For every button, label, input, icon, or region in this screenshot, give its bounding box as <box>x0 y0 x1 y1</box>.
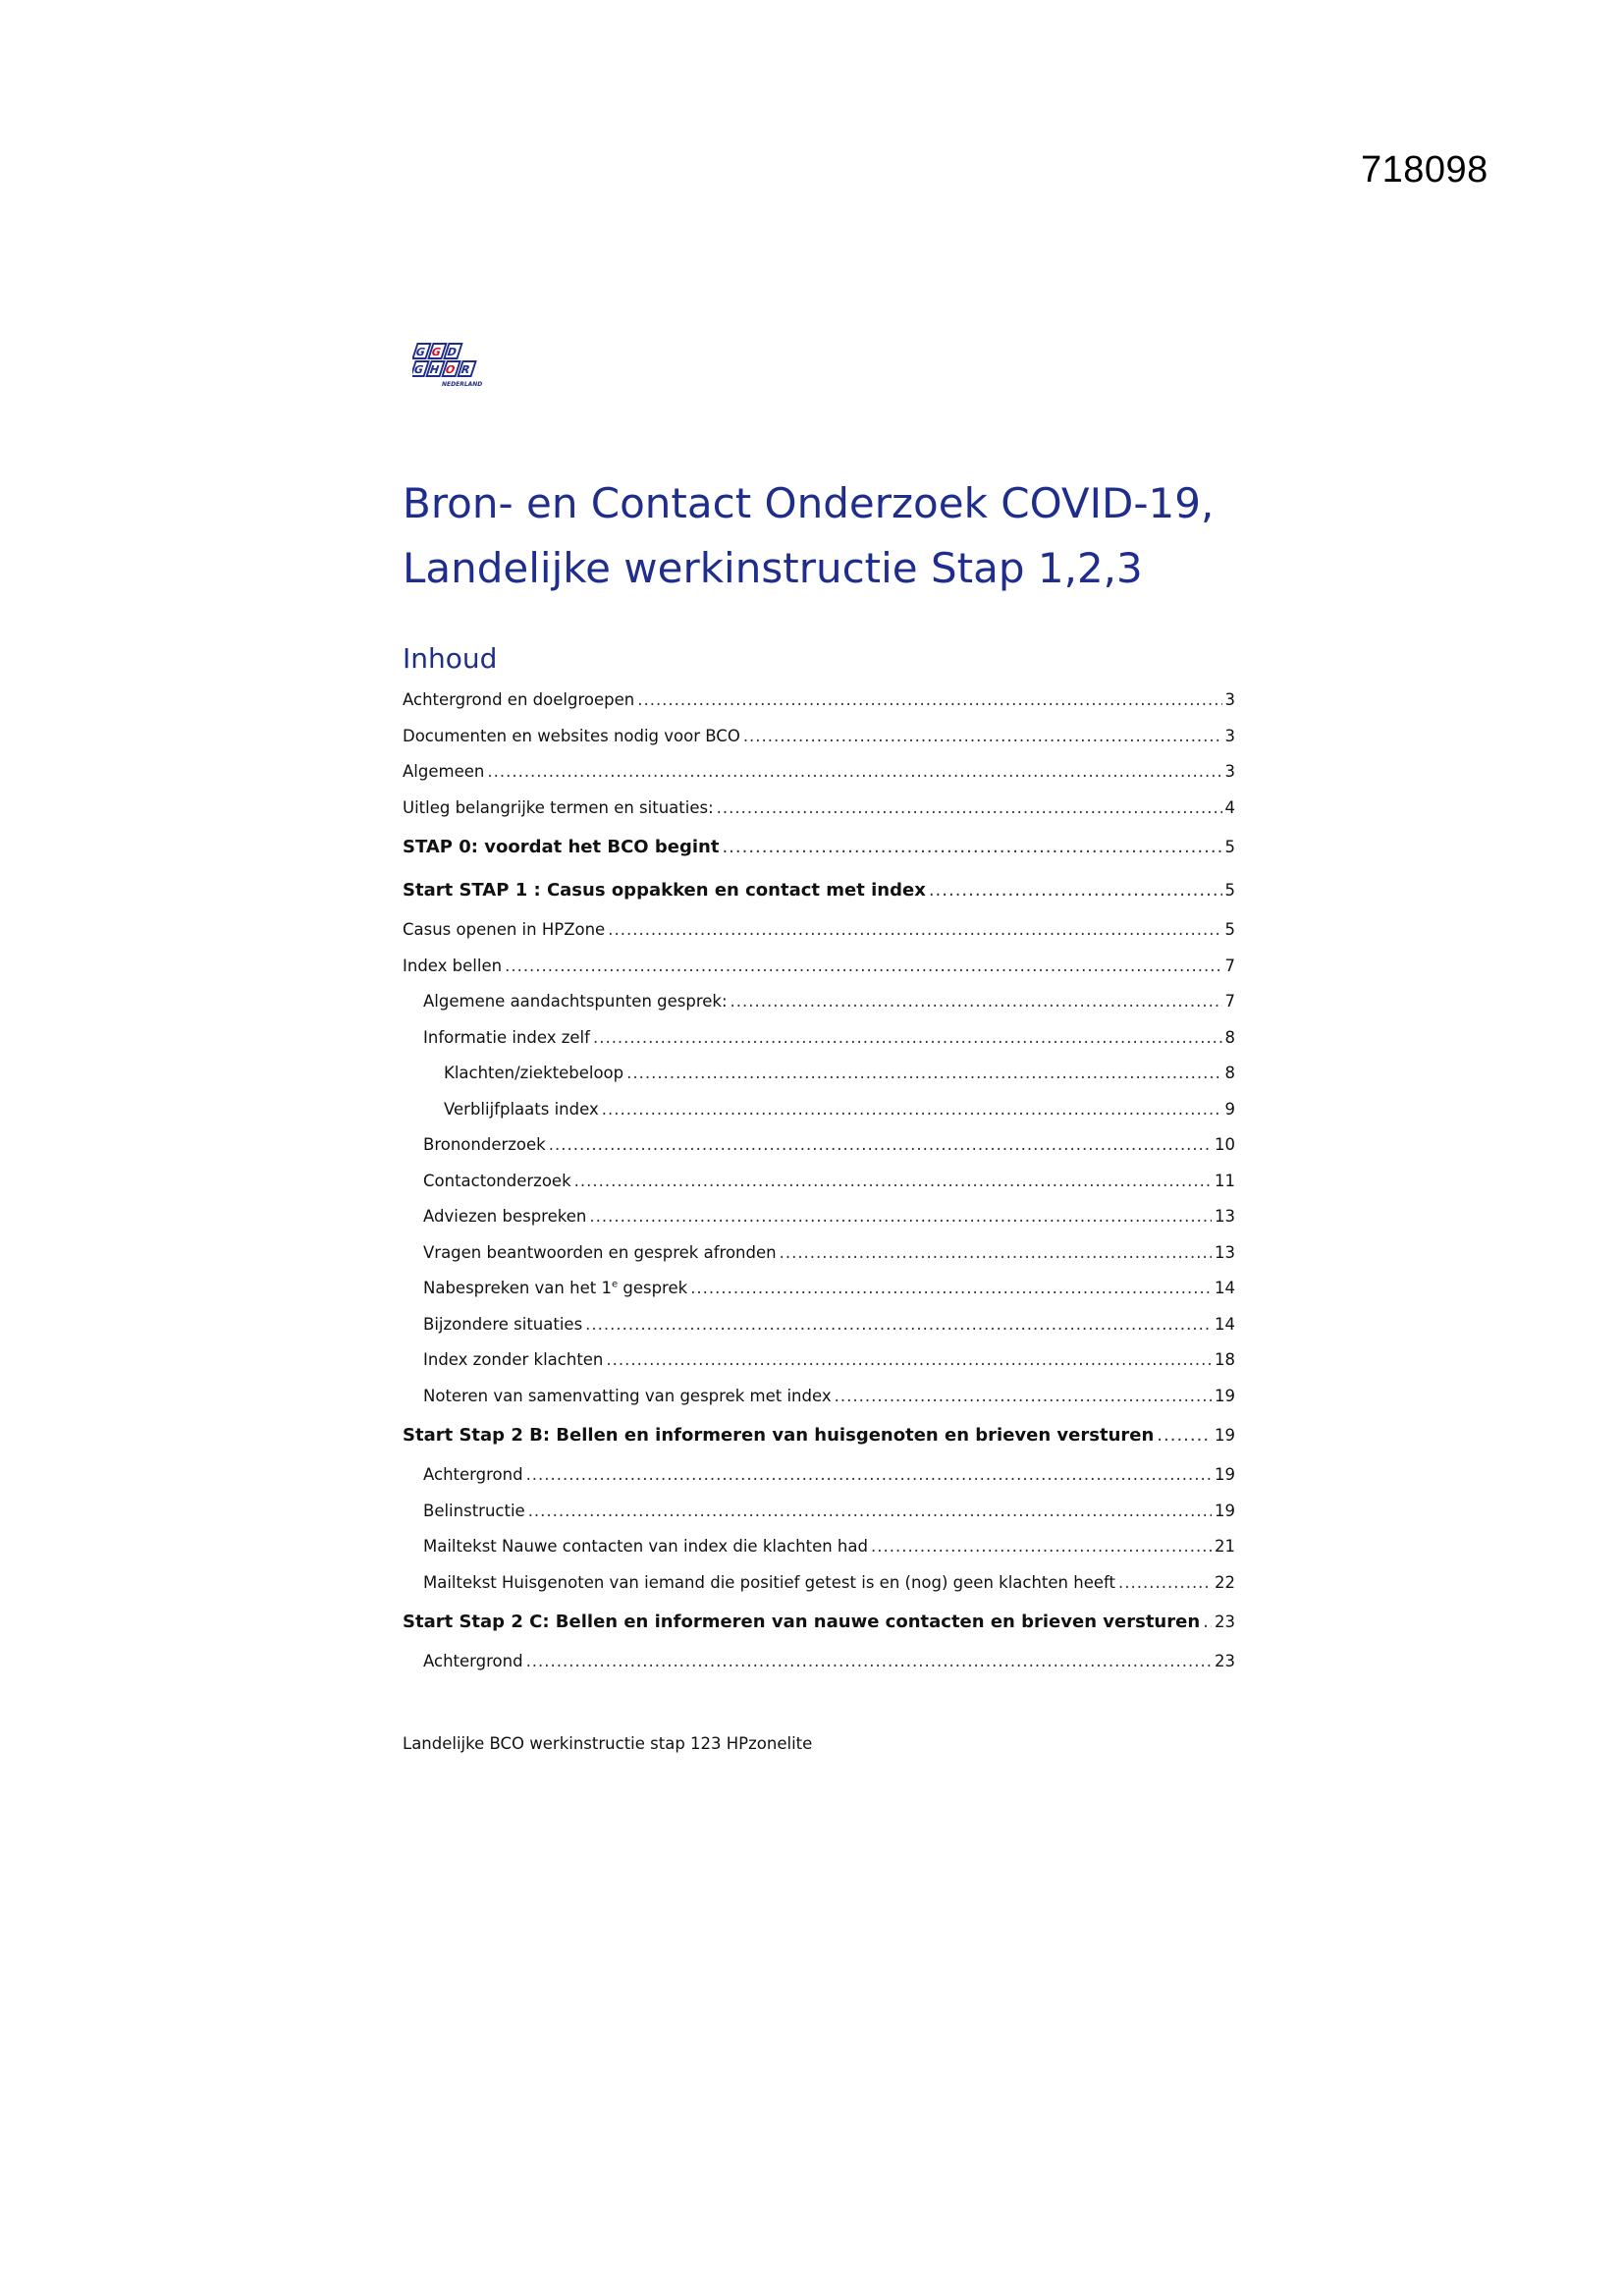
toc-entry-subsub[interactable]: Verblijfplaats index ..... 9 <box>403 1092 1235 1128</box>
toc-entry-sub[interactable]: Belinstructie ..... 19 <box>403 1494 1235 1530</box>
svg-text:G: G <box>429 346 443 358</box>
toc-entry-sub[interactable]: Bijzondere situaties ..... 14 <box>403 1307 1235 1343</box>
toc-entry-sub[interactable]: Nabespreken van het 1e gesprek ..... 14 <box>403 1271 1235 1307</box>
toc-entry-sub[interactable]: Mailtekst Nauwe contacten van index die klachten had ..... 21 <box>403 1529 1235 1565</box>
toc-entry-major[interactable]: STAP 0: voordat het BCO begint ..... 5 <box>403 826 1235 869</box>
document-number: 718098 <box>1361 149 1488 191</box>
toc-entry-sub[interactable]: Noteren van samenvatting van gesprek met index ..... 19 <box>403 1379 1235 1415</box>
toc-entry-sub[interactable]: Index zonder klachten ..... 18 <box>403 1342 1235 1379</box>
toc-entry[interactable]: Algemeen ..... 3 <box>403 754 1235 791</box>
svg-text:G: G <box>412 363 425 376</box>
toc-entry-sub[interactable]: Brononderzoek ..... 10 <box>403 1127 1235 1164</box>
table-of-contents <box>403 683 1235 1680</box>
toc-entry-sub[interactable]: Contactonderzoek ..... 11 <box>403 1164 1235 1200</box>
title-line-2: Landelijke werkinstructie Stap 1,2,3 <box>403 544 1143 592</box>
toc-heading: Inhoud <box>403 642 498 675</box>
page-footer: Landelijke BCO werkinstructie stap 123 HPzonelite <box>403 1734 813 1753</box>
toc-entry-sub[interactable]: Algemene aandachtspunten gesprek: ..... 7 <box>403 984 1235 1020</box>
toc-entry-sub[interactable]: Adviezen bespreken ..... 13 <box>403 1199 1235 1235</box>
toc-entry-sub[interactable]: Informatie index zelf ..... 8 <box>403 1020 1235 1057</box>
svg-text:G: G <box>413 346 427 358</box>
toc-entry-sub[interactable]: Vragen beantwoorden en gesprek afronden ..... 13 <box>403 1235 1235 1272</box>
toc-entry-major[interactable]: Start Stap 2 B: Bellen en informeren van huisgenoten en brieven versturen ..... 19 <box>403 1414 1235 1457</box>
toc-entry-subsub[interactable]: Klachten/ziektebeloop ..... 8 <box>403 1056 1235 1092</box>
svg-text:D: D <box>445 346 459 358</box>
toc-entry[interactable]: Index bellen ..... 7 <box>403 949 1235 985</box>
toc-entry-major[interactable]: Start STAP 1 : Casus oppakken en contact met index ..... 5 <box>403 869 1235 912</box>
toc-entry[interactable]: Documenten en websites nodig voor BCO ..... 3 <box>403 719 1235 755</box>
svg-text:H: H <box>427 363 441 376</box>
svg-text:R: R <box>459 363 472 376</box>
toc-entry-sub[interactable]: Mailtekst Huisgenoten van iemand die positief getest is en (nog) geen klachten heeft ..... 22 <box>403 1565 1235 1602</box>
title-line-1: Bron- en Contact Onderzoek COVID-19, <box>403 479 1215 527</box>
toc-entry[interactable]: Achtergrond en doelgroepen ..... 3 <box>403 683 1235 719</box>
toc-entry-sub[interactable]: Achtergrond ..... 23 <box>403 1644 1235 1680</box>
svg-text:NEDERLAND: NEDERLAND <box>442 381 483 388</box>
document-title <box>403 471 1286 601</box>
toc-entry-major[interactable]: Start Stap 2 C: Bellen en informeren van nauwe contacten en brieven versturen ..... 23 <box>403 1601 1235 1644</box>
ggd-ghor-logo <box>412 342 493 391</box>
toc-entry[interactable]: Casus openen in HPZone ..... 5 <box>403 912 1235 949</box>
toc-entry[interactable]: Uitleg belangrijke termen en situaties: ..... 4 <box>403 791 1235 827</box>
svg-text:O: O <box>443 363 458 376</box>
toc-entry-sub[interactable]: Achtergrond ..... 19 <box>403 1457 1235 1494</box>
